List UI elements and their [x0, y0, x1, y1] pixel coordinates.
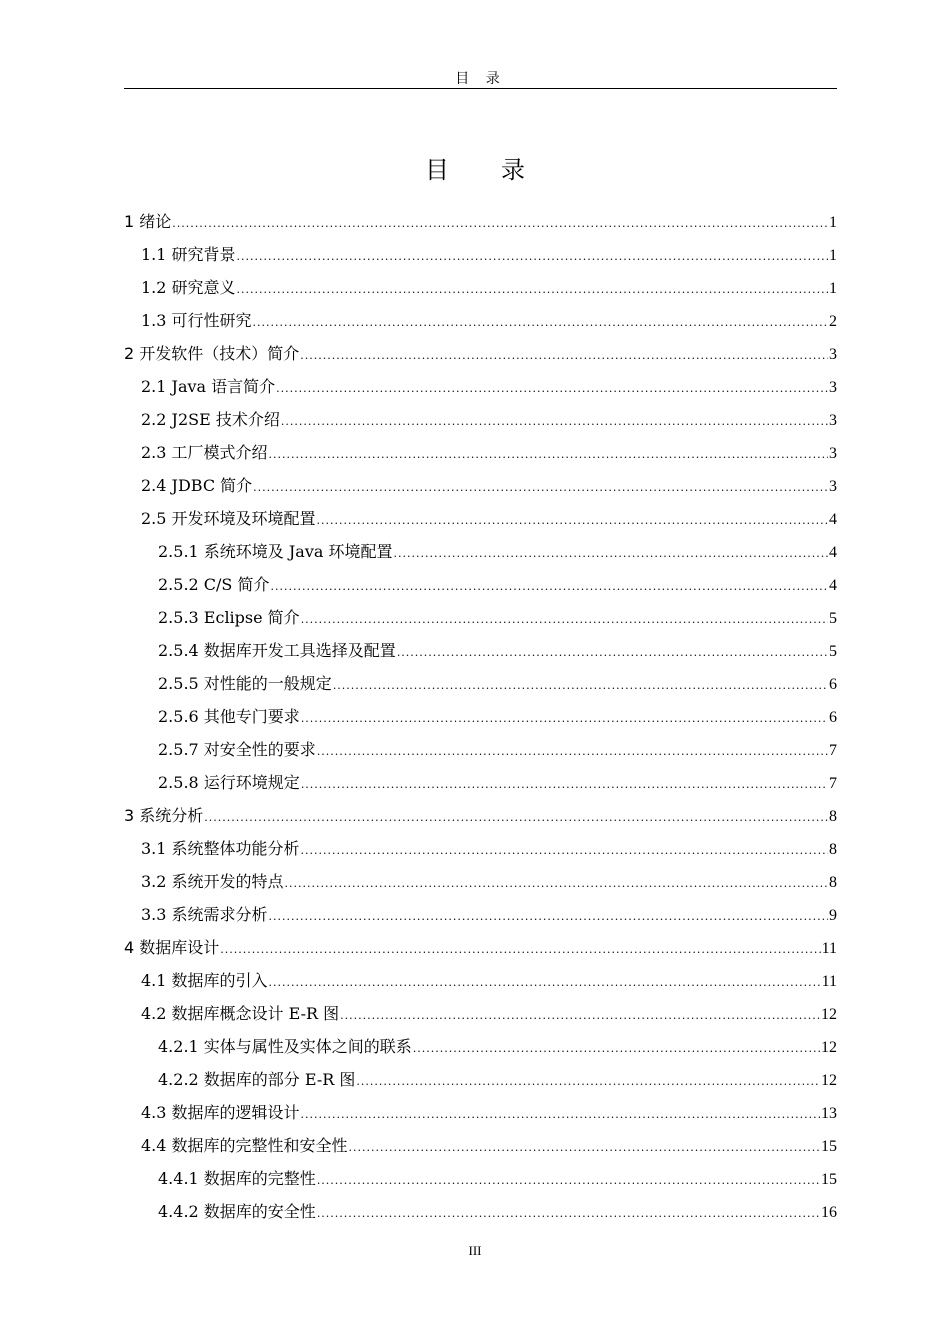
dot-leader: [285, 867, 828, 900]
toc-entry-page: 7: [829, 775, 837, 792]
toc-entry-label: 4.4 数据库的完整性和安全性: [141, 1136, 348, 1155]
toc-entry[interactable]: [124, 667, 837, 700]
toc-entry-label: 4.4.1 数据库的完整性: [158, 1169, 316, 1188]
dot-leader: [333, 669, 828, 702]
toc-entry-page: 7: [829, 742, 837, 759]
dot-leader: [317, 735, 828, 768]
toc-entry[interactable]: [124, 436, 837, 469]
toc-entry-page: 15: [821, 1138, 837, 1155]
dot-leader: [269, 966, 821, 999]
toc-entry-page: 4: [829, 577, 837, 594]
toc-entry-page: 12: [821, 1072, 837, 1089]
toc-entry-label: 2.5.7 对安全性的要求: [158, 740, 316, 759]
toc-entry-page: 2: [829, 313, 837, 330]
toc-entry-page: 13: [821, 1105, 837, 1122]
toc-entry-label: 2.4 JDBC 简介: [141, 476, 253, 495]
dot-leader: [253, 471, 828, 504]
running-header: 目 录: [455, 71, 506, 87]
dot-leader: [413, 1032, 820, 1065]
dot-leader: [276, 372, 828, 405]
toc-entry[interactable]: [124, 1030, 837, 1063]
toc-entry-label: 2.3 工厂模式介绍: [141, 443, 268, 462]
toc-entry-page: 3: [829, 346, 837, 363]
toc-entry[interactable]: [124, 601, 837, 634]
toc-entry-label: 4.4.2 数据库的安全性: [158, 1202, 316, 1221]
toc-entry[interactable]: [124, 403, 837, 436]
toc-entry-label: 2.2 J2SE 技术介绍: [141, 410, 280, 429]
toc-entry[interactable]: [124, 766, 837, 799]
toc-entry[interactable]: [124, 964, 837, 997]
toc-entry-page: 11: [821, 973, 837, 990]
toc-entry[interactable]: [124, 535, 837, 568]
toc-entry[interactable]: [124, 634, 837, 667]
dot-leader: [301, 702, 828, 735]
toc-entry-label: 4.2 数据库概念设计 E-R 图: [141, 1004, 340, 1023]
toc-entry-page: 1: [829, 247, 837, 264]
toc-entry-page: 6: [829, 709, 837, 726]
toc-entry-label: 2 开发软件（技术）简介: [124, 344, 300, 363]
toc-entry-page: 3: [829, 445, 837, 462]
toc-entry-label: 3.1 系统整体功能分析: [141, 839, 300, 858]
toc-entry-label: 2.5.8 运行环境规定: [158, 773, 300, 792]
dot-leader: [301, 834, 828, 867]
toc-entry-label: 1.3 可行性研究: [141, 311, 252, 330]
toc-entry-page: 4: [829, 544, 837, 561]
toc-entry-label: 2.5.5 对性能的一般规定: [158, 674, 332, 693]
dot-leader: [270, 570, 828, 603]
toc-entry[interactable]: [124, 832, 837, 865]
toc-entry[interactable]: [124, 997, 837, 1030]
page-number: III: [468, 1243, 482, 1258]
dot-leader: [356, 1065, 820, 1098]
toc-entry-page: 1: [829, 214, 837, 231]
table-of-contents: [124, 205, 837, 1228]
toc-entry-page: 5: [829, 643, 837, 660]
toc-entry[interactable]: [124, 1129, 837, 1162]
dot-leader: [269, 900, 828, 933]
dot-leader: [301, 603, 828, 636]
toc-entry-page: 4: [829, 511, 837, 528]
toc-entry-label: 2.5.4 数据库开发工具选择及配置: [158, 641, 396, 660]
toc-entry[interactable]: [124, 1096, 837, 1129]
toc-entry[interactable]: [124, 271, 837, 304]
toc-entry-page: 16: [821, 1204, 837, 1221]
toc-entry-page: 8: [829, 808, 837, 825]
toc-entry-page: 3: [829, 379, 837, 396]
page-title: 目录: [425, 156, 577, 184]
toc-entry-label: 1 绪论: [124, 212, 172, 231]
toc-entry[interactable]: [124, 1162, 837, 1195]
dot-leader: [349, 1131, 820, 1164]
toc-entry-label: 2.5 开发环境及环境配置: [141, 509, 316, 528]
toc-entry[interactable]: [124, 898, 837, 931]
dot-leader: [394, 537, 828, 570]
toc-entry-label: 4.3 数据库的逻辑设计: [141, 1103, 300, 1122]
toc-entry-page: 1: [829, 280, 837, 297]
toc-entry-label: 4.2.1 实体与属性及实体之间的联系: [158, 1037, 412, 1056]
toc-entry[interactable]: [124, 469, 837, 502]
toc-entry-label: 3.3 系统需求分析: [141, 905, 268, 924]
toc-entry[interactable]: [124, 304, 837, 337]
dot-leader: [301, 1098, 820, 1131]
toc-entry-label: 2.5.2 C/S 简介: [158, 575, 270, 594]
toc-entry-label: 1.1 研究背景: [141, 245, 236, 264]
toc-entry[interactable]: [124, 238, 837, 271]
dot-leader: [300, 339, 828, 372]
header-rule: [124, 88, 837, 89]
toc-entry-label: 4.1 数据库的引入: [141, 971, 268, 990]
toc-entry-page: 3: [829, 478, 837, 495]
dot-leader: [317, 1164, 820, 1197]
toc-entry-page: 12: [821, 1039, 837, 1056]
toc-entry[interactable]: [124, 1195, 837, 1228]
toc-entry[interactable]: [124, 337, 837, 370]
toc-entry[interactable]: [124, 1063, 837, 1096]
toc-entry-label: 3.2 系统开发的特点: [141, 872, 284, 891]
toc-entry[interactable]: [124, 502, 837, 535]
toc-entry-label: 4.2.2 数据库的部分 E-R 图: [158, 1070, 356, 1089]
toc-entry-page: 8: [829, 874, 837, 891]
toc-entry[interactable]: [124, 799, 837, 832]
toc-entry[interactable]: [124, 370, 837, 403]
toc-entry-page: 5: [829, 610, 837, 627]
toc-entry-label: 2.5.3 Eclipse 简介: [158, 608, 300, 627]
dot-leader: [237, 273, 828, 306]
toc-entry[interactable]: [124, 733, 837, 766]
toc-entry-page: 3: [829, 412, 837, 429]
dot-leader: [317, 504, 828, 537]
dot-leader: [317, 1197, 820, 1230]
dot-leader: [301, 768, 828, 801]
toc-entry[interactable]: [124, 205, 837, 238]
toc-entry[interactable]: [124, 931, 837, 964]
toc-entry-label: 2.5.6 其他专门要求: [158, 707, 300, 726]
toc-entry-page: 12: [821, 1006, 837, 1023]
toc-entry[interactable]: [124, 700, 837, 733]
dot-leader: [397, 636, 828, 669]
toc-entry-page: 15: [821, 1171, 837, 1188]
toc-entry-label: 2.1 Java 语言简介: [141, 377, 276, 396]
dot-leader: [172, 207, 828, 240]
toc-entry-page: 8: [829, 841, 837, 858]
toc-entry-page: 9: [829, 907, 837, 924]
dot-leader: [220, 933, 820, 966]
toc-entry-page: 6: [829, 676, 837, 693]
toc-entry[interactable]: [124, 568, 837, 601]
dot-leader: [269, 438, 828, 471]
dot-leader: [253, 306, 828, 339]
toc-entry-label: 4 数据库设计: [124, 938, 220, 957]
toc-entry-page: 11: [821, 940, 837, 957]
dot-leader: [237, 240, 828, 273]
toc-entry-label: 1.2 研究意义: [141, 278, 236, 297]
dot-leader: [204, 801, 828, 834]
toc-entry-label: 2.5.1 系统环境及 Java 环境配置: [158, 542, 393, 561]
toc-entry[interactable]: [124, 865, 837, 898]
dot-leader: [281, 405, 828, 438]
dot-leader: [340, 999, 820, 1032]
toc-entry-label: 3 系统分析: [124, 806, 204, 825]
